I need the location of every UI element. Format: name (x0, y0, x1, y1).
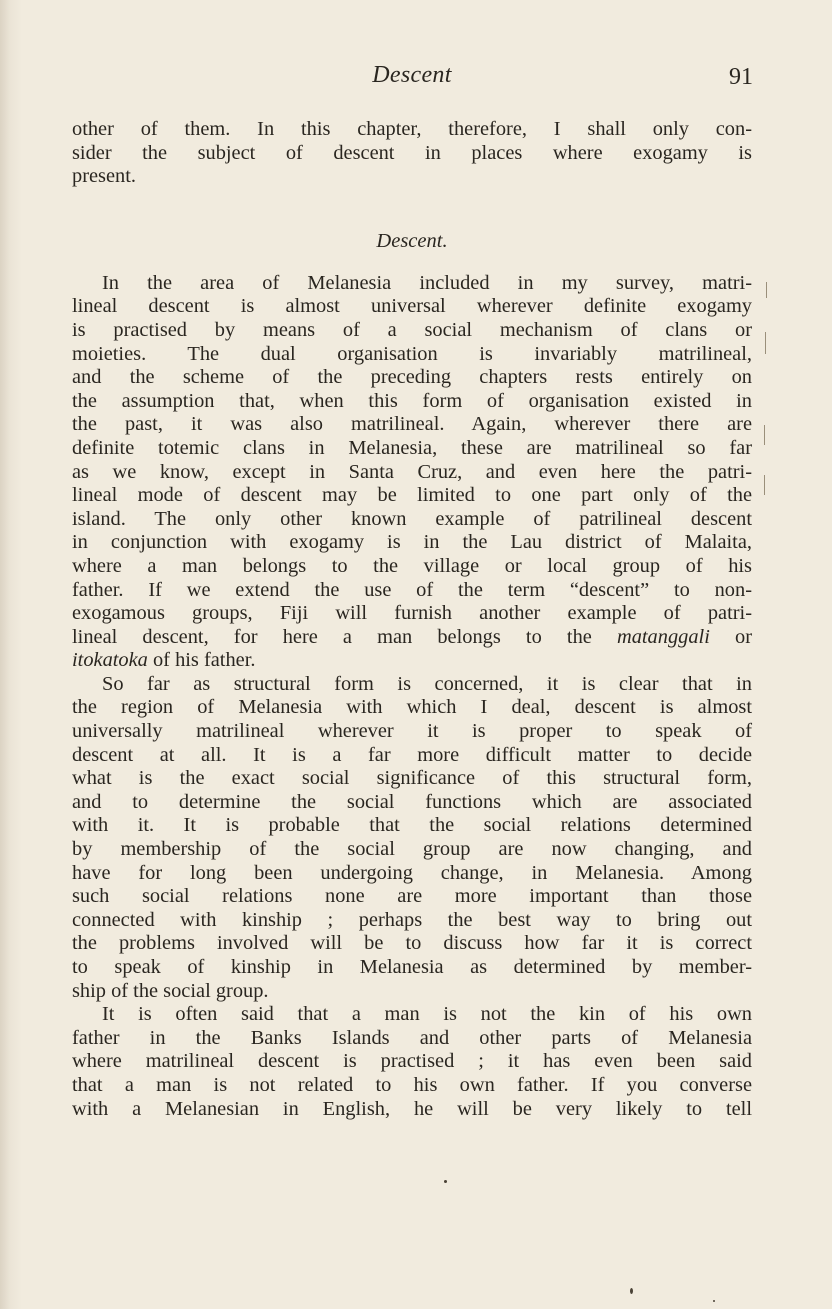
text-run: lineal descent, for here a man belongs to the (72, 625, 617, 648)
text-line: moieties. The dual organisation is invariably matrilineal, (72, 342, 752, 365)
text-line: the past, it was also matrilineal. Again, wherever there are (72, 413, 752, 436)
text-line (72, 626, 752, 650)
text-line: the assumption that, when this form of organisation existed in (72, 389, 752, 412)
margin-mark (764, 425, 765, 445)
term-matanggali: matanggali (616, 625, 710, 648)
text-line: and to determine the social functions which are associated (72, 790, 752, 813)
text-line: that a man is not related to his own father. If you converse (72, 1073, 752, 1096)
text-line: to speak of kinship in Melanesia as determined by member- (72, 956, 752, 978)
margin-mark (764, 475, 765, 495)
text-line: ship of the social group. (72, 979, 269, 1002)
scan-speck (630, 1288, 633, 1294)
term-itokatoka: itokatoka (72, 649, 148, 672)
text-run: of his father. (147, 649, 256, 672)
text-line: by membership of the social group are now changing, and (72, 838, 752, 861)
text-line: in conjunction with exogamy is in the Lau district of Malaita, (72, 531, 752, 554)
text-line: the problems involved will be to discuss how far it is correct (72, 932, 752, 955)
text-line: present. (72, 165, 136, 188)
text-line: where a man belongs to the village or local group of his (72, 554, 752, 577)
text-line: connected with kinship ; perhaps the best way to bring out (72, 908, 752, 931)
margin-mark (766, 282, 767, 298)
text-line: exogamous groups, Fiji will furnish another example of patri- (72, 602, 752, 625)
margin-mark (765, 332, 766, 354)
text-line: with it. It is probable that the social relations determined (72, 814, 752, 837)
text-line: the region of Melanesia with which I deal, descent is almost (72, 696, 752, 719)
scan-speck (444, 1180, 447, 1183)
text-line: father. If we extend the use of the term “descent” to non- (72, 578, 752, 601)
text-line: is practised by means of a social mechanism of clans or (72, 318, 752, 341)
text-line: descent at all. It is a far more difficult matter to decide (72, 743, 752, 766)
running-title: Descent (372, 62, 452, 88)
text-line: as we know, except in Santa Cruz, and even here the patri- (72, 460, 752, 483)
text-line (72, 649, 752, 673)
text-line: father in the Banks Islands and other parts of Melanesia (72, 1026, 752, 1049)
text-line: such social relations none are more important than those (72, 885, 752, 908)
text-line: other of them. In this chapter, therefore, I shall only con- (72, 118, 752, 140)
text-line: lineal mode of descent may be limited to one part only of the (72, 484, 752, 507)
text-line: what is the exact social significance of this structural form, (72, 767, 752, 790)
text-line: universally matrilineal wherever it is proper to speak of (72, 720, 752, 743)
text-run: or (709, 625, 752, 648)
text-line: with a Melanesian in English, he will be very likely to tell (72, 1097, 752, 1120)
text-line: where matrilineal descent is practised ; it has even been said (72, 1050, 752, 1073)
text-line: lineal descent is almost universal wherever definite exogamy (72, 295, 752, 318)
body-text (72, 118, 752, 1121)
text-line: and the scheme of the preceding chapters rests entirely on (72, 366, 752, 389)
text-line: It is often said that a man is not the kin of his own (102, 1003, 752, 1026)
text-line: definite totemic clans in Melanesia, these are matrilineal so far (72, 436, 752, 459)
text-line: So far as structural form is concerned, it is clear that in (102, 672, 752, 695)
scan-speck (713, 1300, 715, 1302)
section-heading: Descent. (376, 229, 448, 252)
text-line: In the area of Melanesia included in my survey, matri- (102, 271, 752, 294)
text-line: island. The only other known example of patrilineal descent (72, 507, 752, 530)
text-line: sider the subject of descent in places where exogamy is (72, 141, 752, 164)
running-head (72, 62, 752, 98)
page-number: 91 (729, 64, 753, 90)
text-line: have for long been undergoing change, in Melanesia. Among (72, 861, 752, 884)
